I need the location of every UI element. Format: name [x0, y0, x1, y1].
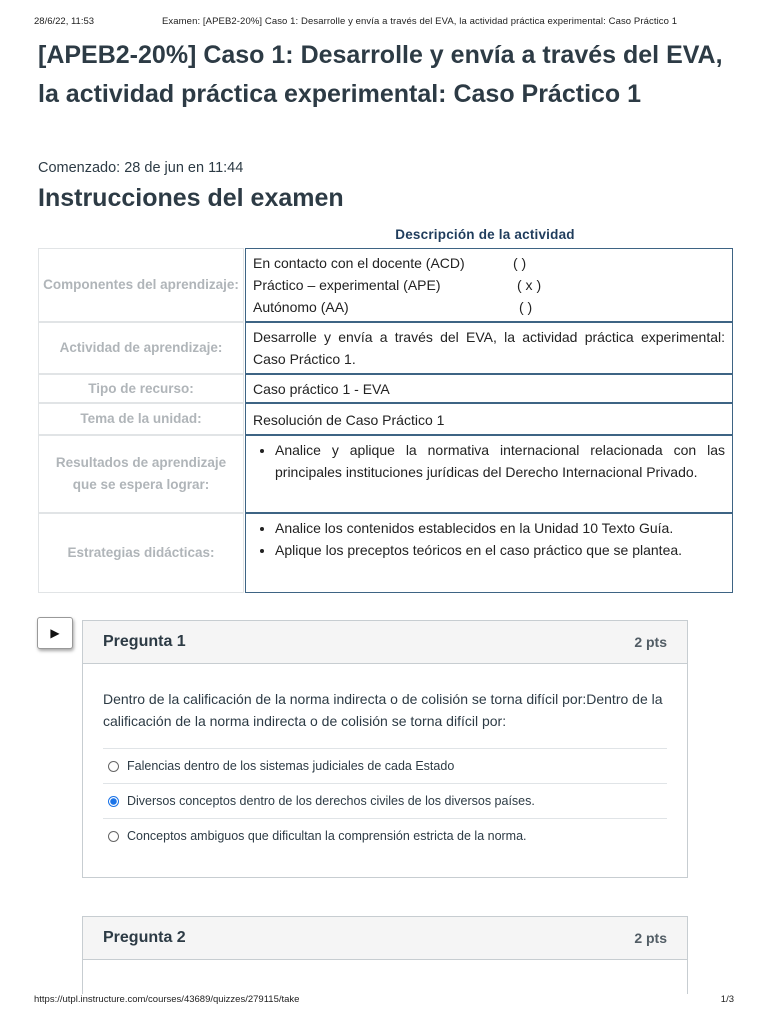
strategies-value	[245, 513, 733, 593]
list-item: • Analice los contenidos establecidos en la Unidad 10 Texto Guía.	[275, 517, 725, 539]
radio-button-selected[interactable]	[108, 796, 119, 807]
print-url: https://utpl.instructure.com/courses/43689/quizzes/279115/take	[34, 994, 300, 1005]
page-number: 1/3	[720, 994, 734, 1005]
component-row-acd: En contacto con el docente (ACD) ( )	[253, 255, 527, 271]
component-row-ape: Práctico – experimental (APE) ( x )	[253, 277, 542, 293]
instructions-heading: Instrucciones del examen	[38, 184, 344, 212]
started-timestamp: Comenzado: 28 de jun en 11:44	[38, 160, 244, 176]
activity-value: Desarrolle y envía a través del EVA, la actividad práctica experimental: Caso Práctico 1.	[245, 322, 733, 374]
question-2	[82, 916, 688, 994]
answer-label: Diversos conceptos dentro de los derechos civiles de los diversos países.	[127, 794, 535, 808]
unit-topic-label: Tema de la unidad:	[38, 403, 244, 435]
activity-table-heading: Descripción de la actividad	[395, 227, 575, 242]
resource-value: Caso práctico 1 - EVA	[245, 374, 733, 403]
question-1	[82, 620, 688, 878]
question-header	[83, 621, 687, 664]
answer-label: Conceptos ambiguos que dificultan la comprensión estricta de la norma.	[127, 829, 527, 843]
question-points: 2 pts	[634, 930, 667, 946]
expected-results-label: Resultados de aprendizaje que se espera lograr:	[38, 435, 244, 513]
unit-topic-value: Resolución de Caso Práctico 1	[245, 403, 733, 435]
question-title: Pregunta 2	[103, 929, 186, 946]
expected-results-list	[253, 439, 725, 483]
answer-list	[103, 748, 667, 853]
list-item: • Analice y aplique la normativa internacional relacionada con las principales instituciones jurídicas del Derecho Internacional Privado.	[275, 439, 725, 483]
activity-label: Actividad de aprendizaje:	[38, 322, 244, 374]
answer-option[interactable]	[103, 783, 667, 818]
expected-results-value	[245, 435, 733, 513]
quiz-title: [APEB2-20%] Caso 1: Desarrolle y envía a través del EVA, la actividad práctica experimental: Caso Práctico 1	[38, 41, 723, 108]
play-icon: ▶	[50, 626, 60, 640]
print-date: 28/6/22, 11:53	[34, 16, 95, 27]
question-title: Pregunta 1	[103, 633, 186, 650]
print-doc-title: Examen: [APEB2-20%] Caso 1: Desarrolle y envía a través del EVA, la actividad práctica experimental: Caso Práctico 1	[162, 16, 678, 27]
question-header	[83, 917, 687, 960]
radio-button[interactable]	[108, 831, 119, 842]
radio-button[interactable]	[108, 761, 119, 772]
question-points: 2 pts	[634, 634, 667, 650]
strategies-list	[253, 517, 725, 561]
strategies-label: Estrategias didácticas:	[38, 513, 244, 593]
answer-option[interactable]	[103, 818, 667, 853]
answer-label: Falencias dentro de los sistemas judiciales de cada Estado	[127, 759, 455, 773]
answer-option[interactable]	[103, 748, 667, 783]
play-button[interactable]	[37, 617, 73, 649]
component-row-aa: Autónomo (AA) ( )	[253, 299, 533, 315]
components-value	[245, 248, 733, 322]
components-label: Componentes del aprendizaje:	[38, 248, 244, 322]
list-item: • Aplique los preceptos teóricos en el caso práctico que se plantea.	[275, 539, 725, 561]
question-text: Dentro de la calificación de la norma indirecta o de colisión se torna difícil por:Dentro de la calificación de la norma indirecta o de colisión se torna difícil por:	[103, 691, 663, 729]
resource-label: Tipo de recurso:	[38, 374, 244, 403]
